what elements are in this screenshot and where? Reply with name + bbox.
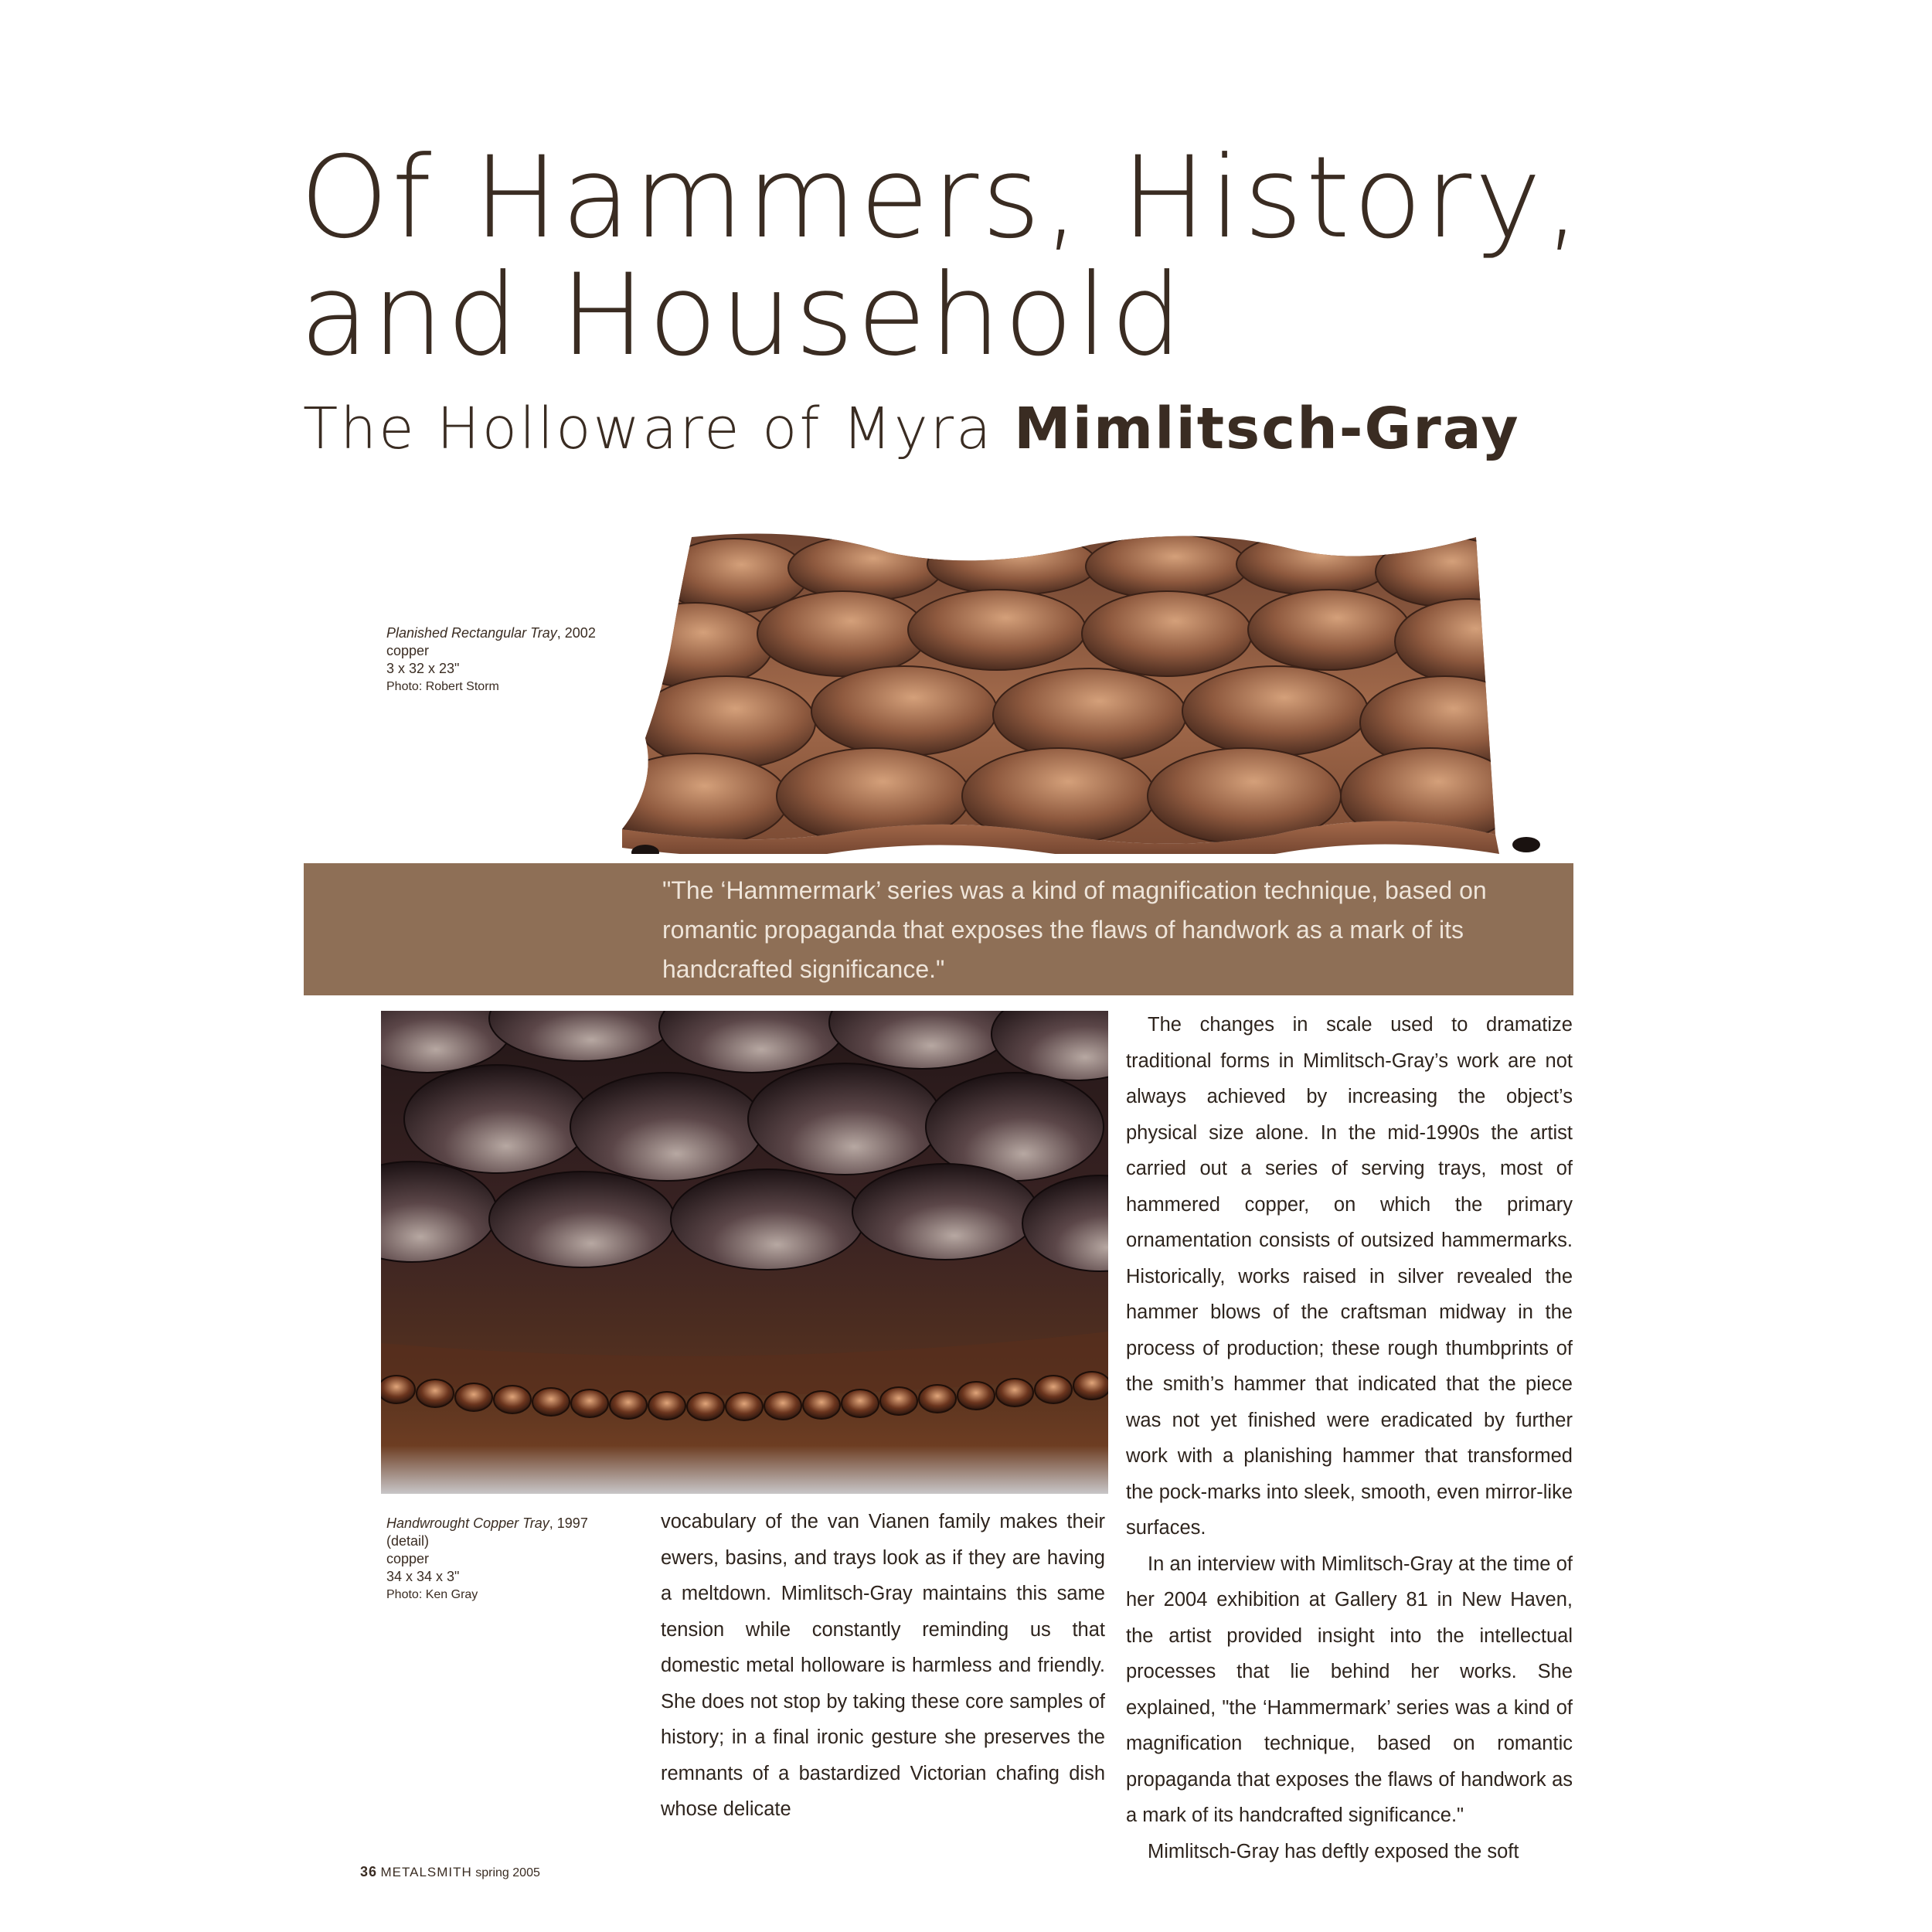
- caption-handwrought-tray: [386, 1515, 634, 1604]
- caption-detail-note: (detail): [386, 1533, 430, 1549]
- caption-material: copper: [386, 1551, 430, 1566]
- body-column-1: [661, 1504, 1105, 1828]
- caption-material: copper: [386, 643, 430, 658]
- body-paragraph: In an interview with Mimlitsch-Gray at the time of her 2004 exhibition at Gallery 81 in New Haven, the artist provided insight into the intellectual processes that lie behind her works. She explained, "the ‘Hammermark’ series was a kind of magnification technique, based on romantic propaganda that exposes the flaws of handwork as a mark of its handcrafted significance.": [1126, 1553, 1573, 1826]
- body-column-2: [1126, 1007, 1573, 1869]
- article-title-line-2: and Household: [300, 250, 1185, 381]
- body-paragraph: The changes in scale used to dramatize traditional forms in Mimlitsch-Gray’s work are not always achieved by increasing the object’s physical size alone. In the mid-1990s the artist carried out a series of serving trays, most of hammered copper, on which the primary ornamentation consists of outsized hammermarks. Historically, works raised in silver revealed the hammer blows of the craftsman midway in the process of production; these rough thumbprints of the smith’s hammer that indicated that the piece was not yet finished were eradicated by further work with a planishing hammer that transformed the pock-marks into sleek, smooth, even mirror-like surfaces.: [1126, 1014, 1573, 1539]
- handwrought-copper-tray-image: [381, 1011, 1108, 1494]
- magazine-name: METALSMITH: [380, 1865, 472, 1879]
- article-subtitle: [303, 394, 1771, 464]
- caption-title-line: [386, 624, 618, 642]
- subtitle-prefix: The Holloware of Myra: [303, 396, 1014, 462]
- issue-date: spring 2005: [475, 1866, 540, 1879]
- caption-year: , 1997: [549, 1515, 588, 1531]
- caption-work-title: Handwrought Copper Tray: [386, 1515, 549, 1531]
- caption-work-title: Planished Rectangular Tray: [386, 625, 557, 641]
- subtitle-artist-name: Mimlitsch-Gray: [1013, 396, 1520, 462]
- caption-photo-credit: Photo: Ken Gray: [386, 1588, 478, 1601]
- caption-year: , 2002: [556, 625, 596, 641]
- page-footer: [360, 1864, 540, 1880]
- body-paragraph: vocabulary of the van Vianen family makes their ewers, basins, and trays look as if they are having a meltdown. Mimlitsch-Gray maintains this same tension while constantly reminding us that domestic metal holloware is harmless and friendly. She does not stop by taking these core samples of history; in a final ironic gesture she preserves the remnants of a bastardized Victorian chafing dish whose delicate: [661, 1511, 1105, 1820]
- caption-title-line: [386, 1515, 634, 1532]
- body-paragraph: Mimlitsch-Gray has deftly exposed the soft: [1148, 1840, 1519, 1862]
- planished-rectangular-tray-image: [611, 529, 1561, 854]
- pull-quote-text: "The ‘Hammermark’ series was a kind of magnification technique, based on romantic propaganda that exposes the flaws of handwork as a mark of its handcrafted significance.": [662, 876, 1487, 983]
- caption-dimensions: 34 x 34 x 3": [386, 1569, 460, 1584]
- article-title: [300, 132, 1614, 381]
- article-title-line-1: Of Hammers, History,: [300, 132, 1583, 264]
- caption-dimensions: 3 x 32 x 23": [386, 661, 460, 676]
- caption-planished-tray: [386, 624, 618, 696]
- page-number: 36: [360, 1864, 378, 1879]
- caption-photo-credit: Photo: Robert Storm: [386, 680, 499, 693]
